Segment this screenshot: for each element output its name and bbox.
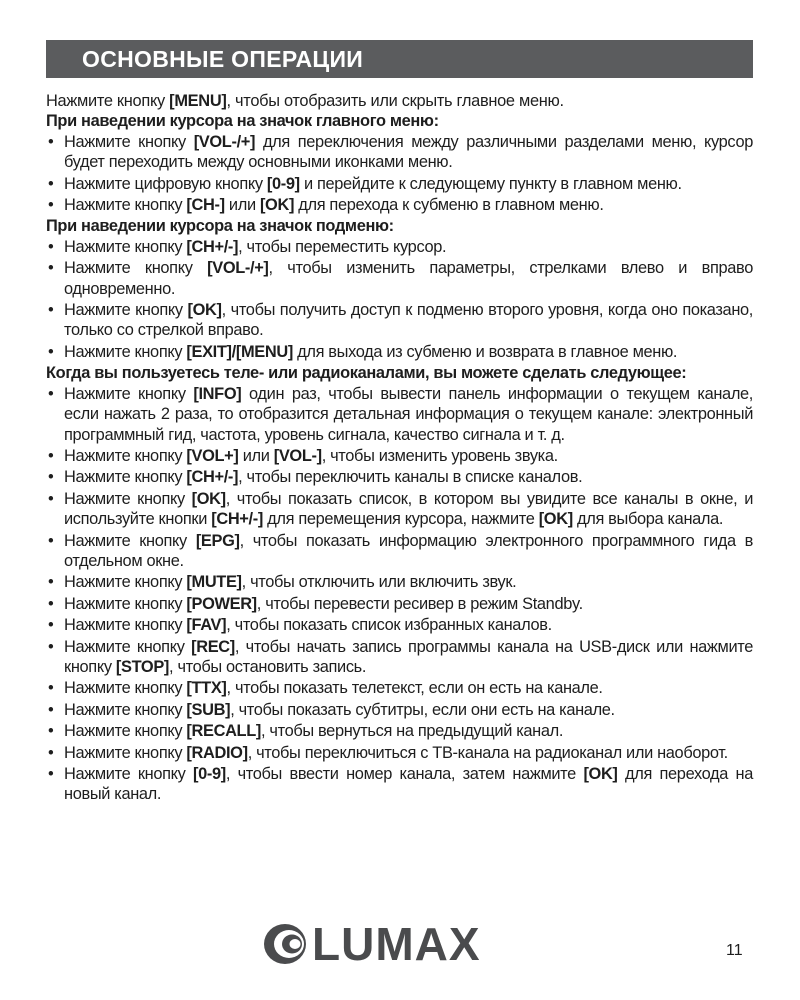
list-item bbox=[46, 700, 753, 720]
list-item bbox=[46, 743, 753, 763]
text-run: Нажмите кнопку bbox=[64, 489, 192, 508]
button-key-name: [POWER] bbox=[186, 594, 257, 613]
text-run: , чтобы показать информацию электронного программного гида в отдельном окне. bbox=[64, 531, 754, 570]
button-key-name: [CH+/-] bbox=[186, 237, 239, 256]
button-key-name: [EPG] bbox=[195, 531, 240, 550]
text-run: и перейдите к следующему пункту в главном меню. bbox=[299, 174, 682, 193]
text-run: Нажмите кнопку bbox=[64, 573, 187, 592]
button-key-name: [STOP] bbox=[115, 657, 170, 676]
text-run: для переключения между различными разделами меню, курсор будет переходить между основными иконками меню. bbox=[64, 132, 753, 172]
text-run: , чтобы переместить курсор. bbox=[238, 237, 447, 256]
section-heading: При наведении курсора на значок главного меню: bbox=[46, 112, 439, 131]
text-run: Нажмите кнопку bbox=[64, 446, 187, 465]
logo-wordmark: LUMAX bbox=[312, 918, 481, 970]
instruction-list bbox=[46, 384, 753, 805]
list-item bbox=[46, 300, 753, 341]
text-run: , чтобы начать запись программы канала на USB-диск или нажмите кнопку bbox=[64, 637, 753, 676]
text-run: , чтобы изменить параметры, стрелками влево и вправо одновременно. bbox=[64, 259, 754, 298]
intro-paragraph bbox=[46, 91, 753, 111]
text-run: , чтобы отобразить или скрыть главное меню. bbox=[226, 92, 564, 110]
section-heading: Когда вы пользуетесь теле- или радиоканалами, вы можете сделать следующее: bbox=[46, 364, 687, 383]
list-item bbox=[46, 572, 753, 592]
lumax-logo-icon bbox=[262, 922, 308, 966]
lumax-logo bbox=[262, 918, 538, 970]
section-header-bar bbox=[46, 40, 753, 78]
button-key-name: [VOL+] bbox=[186, 446, 239, 465]
list-item bbox=[46, 594, 753, 614]
text-run: один раз, чтобы вывести панель информации о текущем канале, если нажать 2 раза, то отобразится детальная информация о текущем канале: электронный программный гид, частота, уровень сигнала, качество сигнала и т. д. bbox=[64, 384, 754, 444]
button-key-name: [MENU] bbox=[169, 92, 227, 110]
page-content bbox=[46, 91, 753, 806]
text-run: Нажмите кнопку bbox=[64, 637, 192, 656]
text-run: , чтобы показать телетекст, если он есть на канале. bbox=[226, 679, 603, 698]
list-item bbox=[46, 132, 753, 173]
instruction-list bbox=[46, 237, 753, 362]
list-item bbox=[46, 237, 753, 257]
button-key-name: [0-9] bbox=[193, 765, 226, 783]
list-item bbox=[46, 678, 753, 698]
button-key-name: [INFO] bbox=[193, 384, 242, 403]
button-key-name: [OK] bbox=[187, 301, 222, 320]
button-key-name: [TTX] bbox=[186, 679, 227, 698]
text-run: Нажмите кнопку bbox=[64, 679, 187, 698]
text-run: Нажмите кнопку bbox=[64, 301, 188, 320]
text-run: Нажмите кнопку bbox=[46, 92, 170, 110]
list-item bbox=[46, 467, 753, 487]
text-run: для перемещения курсора, нажмите bbox=[262, 510, 539, 529]
text-run: Нажмите кнопку bbox=[64, 531, 196, 550]
text-run: Нажмите кнопку bbox=[64, 196, 187, 215]
text-run: или bbox=[238, 446, 274, 465]
text-run: Нажмите кнопку bbox=[64, 722, 187, 741]
button-key-name: [RADIO] bbox=[186, 743, 248, 762]
list-item bbox=[46, 615, 753, 635]
page-number: 11 bbox=[726, 942, 743, 959]
text-run: , чтобы остановить запись. bbox=[169, 657, 367, 676]
list-item bbox=[46, 174, 753, 194]
instruction-list bbox=[46, 132, 753, 216]
text-run: Нажмите кнопку bbox=[64, 132, 194, 151]
text-run: , чтобы перевести ресивер в режим Standby. bbox=[256, 594, 583, 613]
text-run: , чтобы ввести номер канала, затем нажмите bbox=[225, 765, 584, 783]
text-run: , чтобы отключить или включить звук. bbox=[241, 573, 517, 592]
text-run: Нажмите кнопку bbox=[64, 700, 187, 719]
button-key-name: [RECALL] bbox=[186, 722, 261, 741]
list-item bbox=[46, 637, 753, 678]
list-item bbox=[46, 446, 753, 466]
button-key-name: [CH-] bbox=[186, 196, 225, 215]
list-item bbox=[46, 489, 753, 530]
text-run: , чтобы показать список избранных каналов. bbox=[226, 616, 552, 635]
text-run: Нажмите кнопку bbox=[64, 594, 187, 613]
list-item bbox=[46, 195, 753, 215]
text-run: Нажмите кнопку bbox=[64, 384, 194, 403]
button-key-name: [0-9] bbox=[266, 174, 300, 193]
text-run: , чтобы получить доступ к подменю второго уровня, когда оно показано, только со стрелкой вправо. bbox=[64, 301, 753, 340]
text-run: Нажмите кнопку bbox=[64, 765, 194, 783]
button-key-name: [CH+/-] bbox=[211, 510, 263, 529]
button-key-name: [OK] bbox=[191, 489, 226, 508]
text-run: или bbox=[224, 196, 260, 215]
list-item bbox=[46, 384, 753, 445]
text-run: Нажмите кнопку bbox=[64, 468, 187, 487]
button-key-name: [SUB] bbox=[186, 700, 231, 719]
page-title: ОСНОВНЫЕ ОПЕРАЦИИ bbox=[82, 45, 364, 72]
text-run: , чтобы показать субтитры, если они есть на канале. bbox=[230, 700, 615, 719]
list-item bbox=[46, 764, 753, 805]
text-run: для перехода к субменю в главном меню. bbox=[294, 196, 604, 215]
text-run: Нажмите кнопку bbox=[64, 743, 187, 762]
text-run: Нажмите кнопку bbox=[64, 616, 187, 635]
list-item bbox=[46, 258, 753, 299]
button-key-name: [VOL-] bbox=[273, 446, 322, 465]
button-key-name: [EXIT]/[MENU] bbox=[186, 342, 293, 361]
text-run: , чтобы переключиться с ТВ-канала на радиоканал или наоборот. bbox=[247, 743, 728, 762]
button-key-name: [VOL-/+] bbox=[193, 132, 256, 151]
button-key-name: [VOL-/+] bbox=[207, 259, 269, 278]
section-heading: При наведении курсора на значок подменю: bbox=[46, 217, 394, 236]
list-item bbox=[46, 721, 753, 741]
text-run: Нажмите кнопку bbox=[64, 259, 208, 278]
text-run: , чтобы вернуться на предыдущий канал. bbox=[261, 722, 564, 741]
text-run: , чтобы показать список, в котором вы увидите все каналы в окне, и используйте кнопки bbox=[64, 489, 754, 529]
button-key-name: [OK] bbox=[259, 196, 295, 215]
list-item bbox=[46, 531, 753, 572]
text-run: для перехода на новый канал. bbox=[64, 765, 754, 804]
button-key-name: [CH+/-] bbox=[186, 468, 239, 487]
sections-container bbox=[46, 111, 753, 804]
list-item bbox=[46, 342, 753, 362]
text-run: Нажмите цифровую кнопку bbox=[64, 174, 267, 193]
button-key-name: [REC] bbox=[191, 637, 235, 656]
text-run: Нажмите кнопку bbox=[64, 237, 187, 256]
button-key-name: [OK] bbox=[538, 510, 573, 529]
text-run: , чтобы изменить уровень звука. bbox=[321, 446, 558, 465]
button-key-name: [FAV] bbox=[186, 616, 227, 635]
text-run: Нажмите кнопку bbox=[64, 342, 187, 361]
button-key-name: [OK] bbox=[583, 765, 618, 783]
text-run: для выбора канала. bbox=[572, 510, 724, 529]
button-key-name: [MUTE] bbox=[186, 573, 242, 592]
text-run: для выхода из субменю и возврата в главное меню. bbox=[292, 342, 678, 361]
text-run: , чтобы переключить каналы в списке каналов. bbox=[238, 468, 583, 487]
